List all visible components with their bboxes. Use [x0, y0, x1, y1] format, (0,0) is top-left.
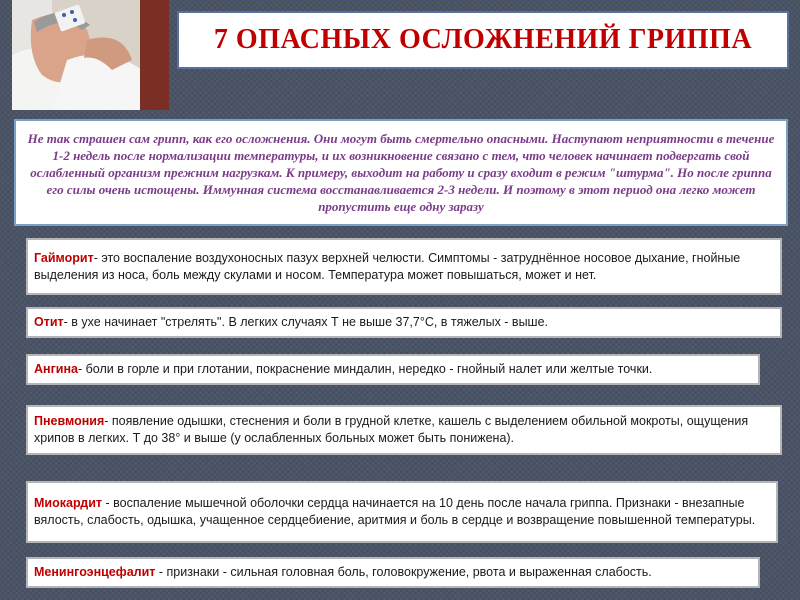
intro-text: Не так страшен сам грипп, как его осложнения. Они могут быть смертельно опасными. Наступают неприятности в течение 1-2 недель после нормализации температуры, и их возникновение связано с тем, что человек начинает подвергать свой ослабленный организм прежним нагрузкам. К примеру, выходит на работу и сразу входит в режим "штурма". Но после гриппа его силы очень истощены. Иммунная система восстанавливается 2-3 недели. И поэтому в этот период она легко может пропустить еще одну заразу	[27, 131, 775, 214]
complication-text	[34, 413, 774, 447]
complication-term: Менингоэнцефалит	[34, 565, 156, 579]
complication-text	[34, 495, 770, 529]
complication-card-sinusitis	[26, 238, 782, 295]
page-title: 7 ОПАСНЫХ ОСЛОЖНЕНИЙ ГРИППА	[213, 24, 753, 55]
complication-term: Отит	[34, 315, 64, 329]
complication-card-angina	[26, 354, 760, 385]
complication-description: - в ухе начинает "стрелять". В легких случаях Т не выше 37,7°С, в тяжелых - выше.	[63, 315, 549, 329]
complication-term: Пневмония	[34, 414, 105, 428]
complication-text	[34, 361, 652, 378]
complication-text	[34, 564, 652, 581]
intro-box	[14, 119, 788, 226]
sick-man-photo	[12, 0, 169, 110]
complication-text	[34, 314, 548, 331]
complication-text	[34, 250, 774, 284]
complication-term: Миокардит	[34, 496, 103, 510]
title-box	[177, 11, 789, 69]
complication-card-pneumonia	[26, 405, 782, 455]
complication-description: - это воспаление воздухоносных пазух верхней челюсти. Симптомы - затруднённое носовое дыхание, гнойные выделения из носа, боль между скулами и носом. Температура может повышаться, может и нет.	[34, 250, 741, 282]
complication-term: Гайморит	[34, 250, 94, 265]
complication-description: - появление одышки, стеснения и боли в грудной клетке, кашель с выделением обильной мокроты, ощущения хрипов в легких. Т до 38° и выше (у ослабленных больных может быть понижена).	[34, 414, 749, 445]
complication-card-otitis	[26, 307, 782, 338]
sick-man-illustration	[12, 0, 169, 110]
complication-description: - воспаление мышечной оболочки сердца начинается на 10 день после начала гриппа. Признаки - внезапные вялость, слабость, одышка, учащенное сердцебиение, аритмия и боль в сердце и возвращение повышенной температуры.	[34, 496, 756, 527]
complication-term: Ангина	[34, 362, 78, 376]
complication-card-meningoencephalitis	[26, 557, 760, 588]
complication-description: - боли в горле и при глотании, покраснение миндалин, нередко - гнойный налет или желтые точки.	[77, 362, 653, 376]
complication-description: - признаки - сильная головная боль, головокружение, рвота и выраженная слабость.	[155, 565, 652, 579]
complication-card-myocarditis	[26, 481, 778, 543]
